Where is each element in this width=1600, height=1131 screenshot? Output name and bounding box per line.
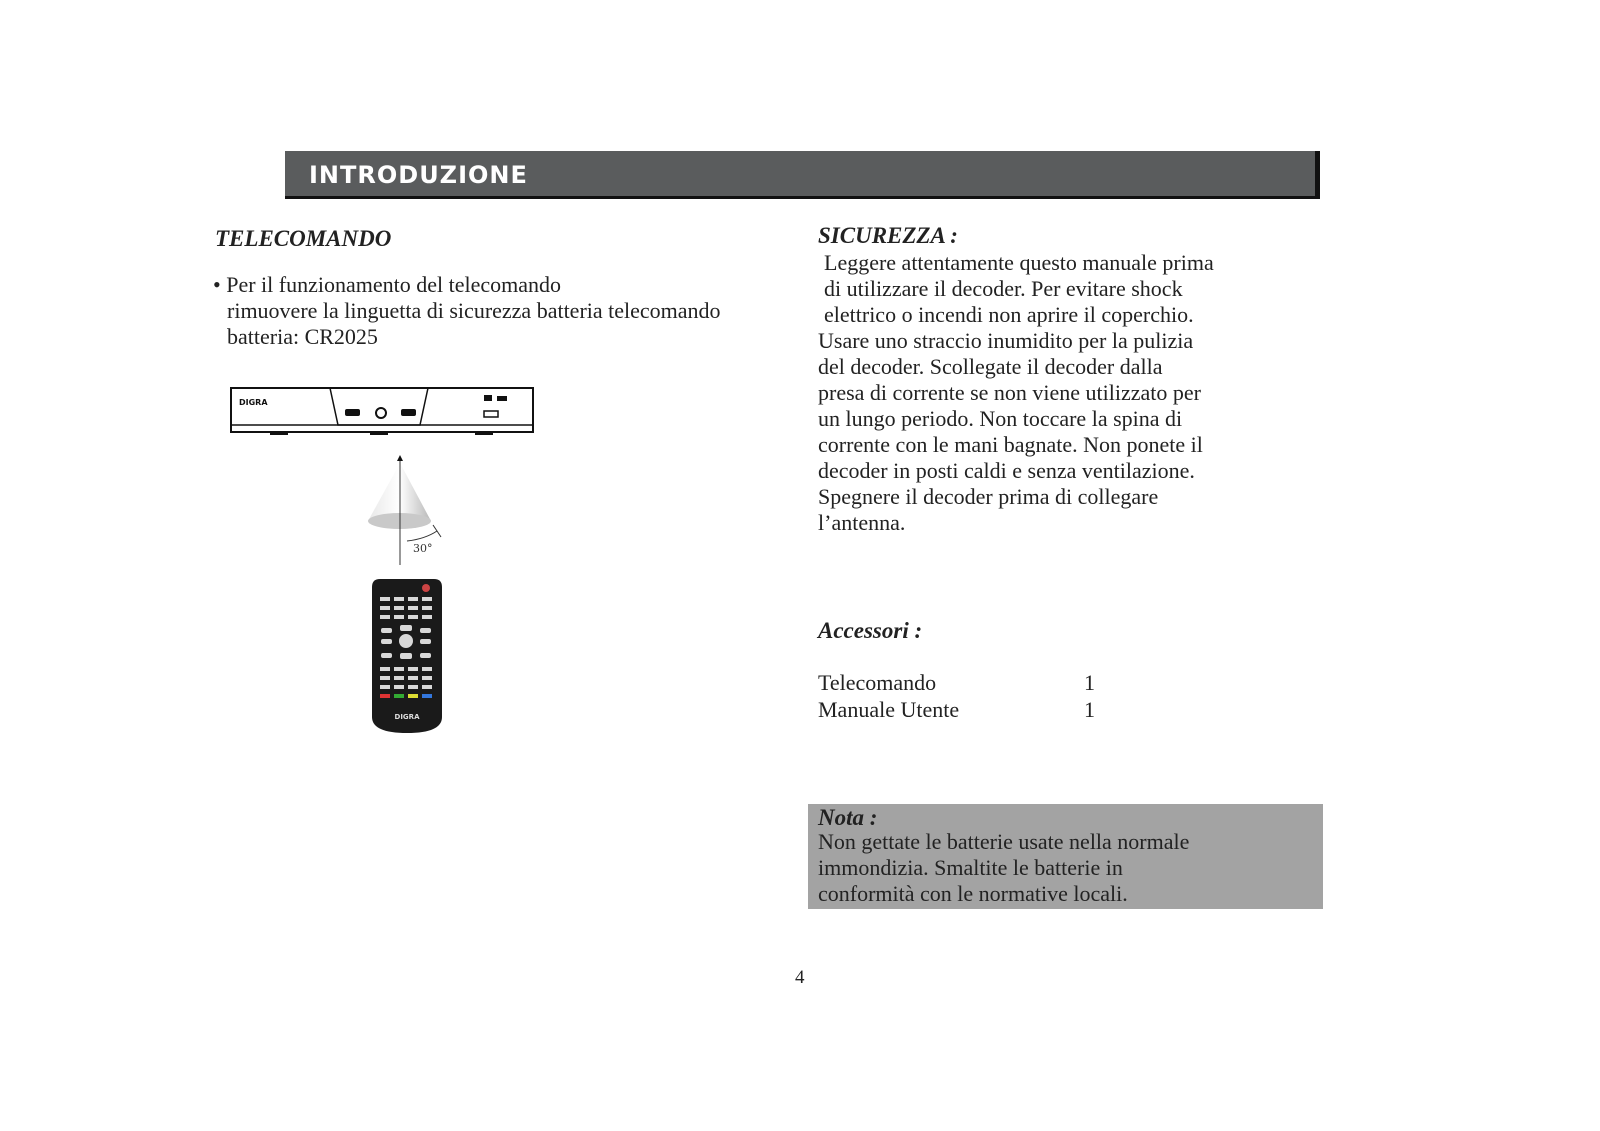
accessory-item-name: Manuale Utente	[818, 697, 960, 722]
sicurezza-line: corrente con le mani bagnate. Non ponete il	[818, 432, 1203, 457]
telecomando-instructions	[213, 272, 721, 350]
sicurezza-line: Leggere attentamente questo manuale prima	[824, 250, 1214, 275]
sicurezza-line: Usare uno straccio inumidito per la pulizia	[818, 328, 1194, 353]
remote-control-icon	[372, 579, 444, 735]
sicurezza-line: l’antenna.	[818, 510, 906, 535]
accessory-item-name: Telecomando	[818, 670, 937, 695]
nota-text	[818, 829, 1189, 907]
angle-label: 30°	[413, 542, 433, 555]
sicurezza-line: presa di corrente se non viene utilizzato per	[818, 380, 1202, 405]
section-title: INTRODUZIONE	[309, 161, 528, 189]
sicurezza-line: del decoder. Scollegate il decoder dalla	[818, 354, 1163, 379]
accessory-item-qty: 1	[1084, 697, 1095, 722]
section-header-bar	[285, 151, 1320, 199]
sicurezza-line: decoder in posti caldi e senza ventilazione.	[818, 458, 1195, 483]
ir-signal-cone-icon	[355, 455, 455, 565]
nota-line: Non gettate le batterie usate nella normale	[818, 829, 1190, 854]
sicurezza-line: elettrico o incendi non aprire il coperchio.	[824, 302, 1194, 327]
page-number: 4	[795, 967, 805, 988]
accessory-item-qty: 1	[1084, 670, 1095, 695]
nota-line: immondizia. Smaltite le batterie in	[818, 855, 1123, 880]
bullet: •	[213, 272, 221, 297]
sicurezza-line: Spegnere il decoder prima di collegare	[818, 484, 1159, 509]
telecomando-heading: TELECOMANDO	[215, 226, 392, 251]
instruction-line-3: batteria: CR2025	[227, 324, 378, 349]
accessori-heading: Accessori :	[818, 618, 923, 643]
instruction-line-2: rimuovere la linguetta di sicurezza batteria telecomando	[227, 298, 721, 323]
sicurezza-text	[818, 250, 1214, 536]
sicurezza-line: di utilizzare il decoder. Per evitare shock	[824, 276, 1183, 301]
sicurezza-heading: SICUREZZA :	[818, 223, 958, 248]
nota-line: conformità con le normative locali.	[818, 881, 1128, 906]
sicurezza-line: un lungo periodo. Non toccare la spina di	[818, 406, 1183, 431]
decoder-front-panel-icon	[230, 387, 540, 439]
remote-brand-text: DIGRA	[394, 713, 420, 721]
instruction-line-1: • Per il funzionamento del telecomando	[213, 272, 561, 297]
nota-heading: Nota :	[818, 805, 878, 830]
brand-text: DIGRA	[239, 398, 268, 407]
